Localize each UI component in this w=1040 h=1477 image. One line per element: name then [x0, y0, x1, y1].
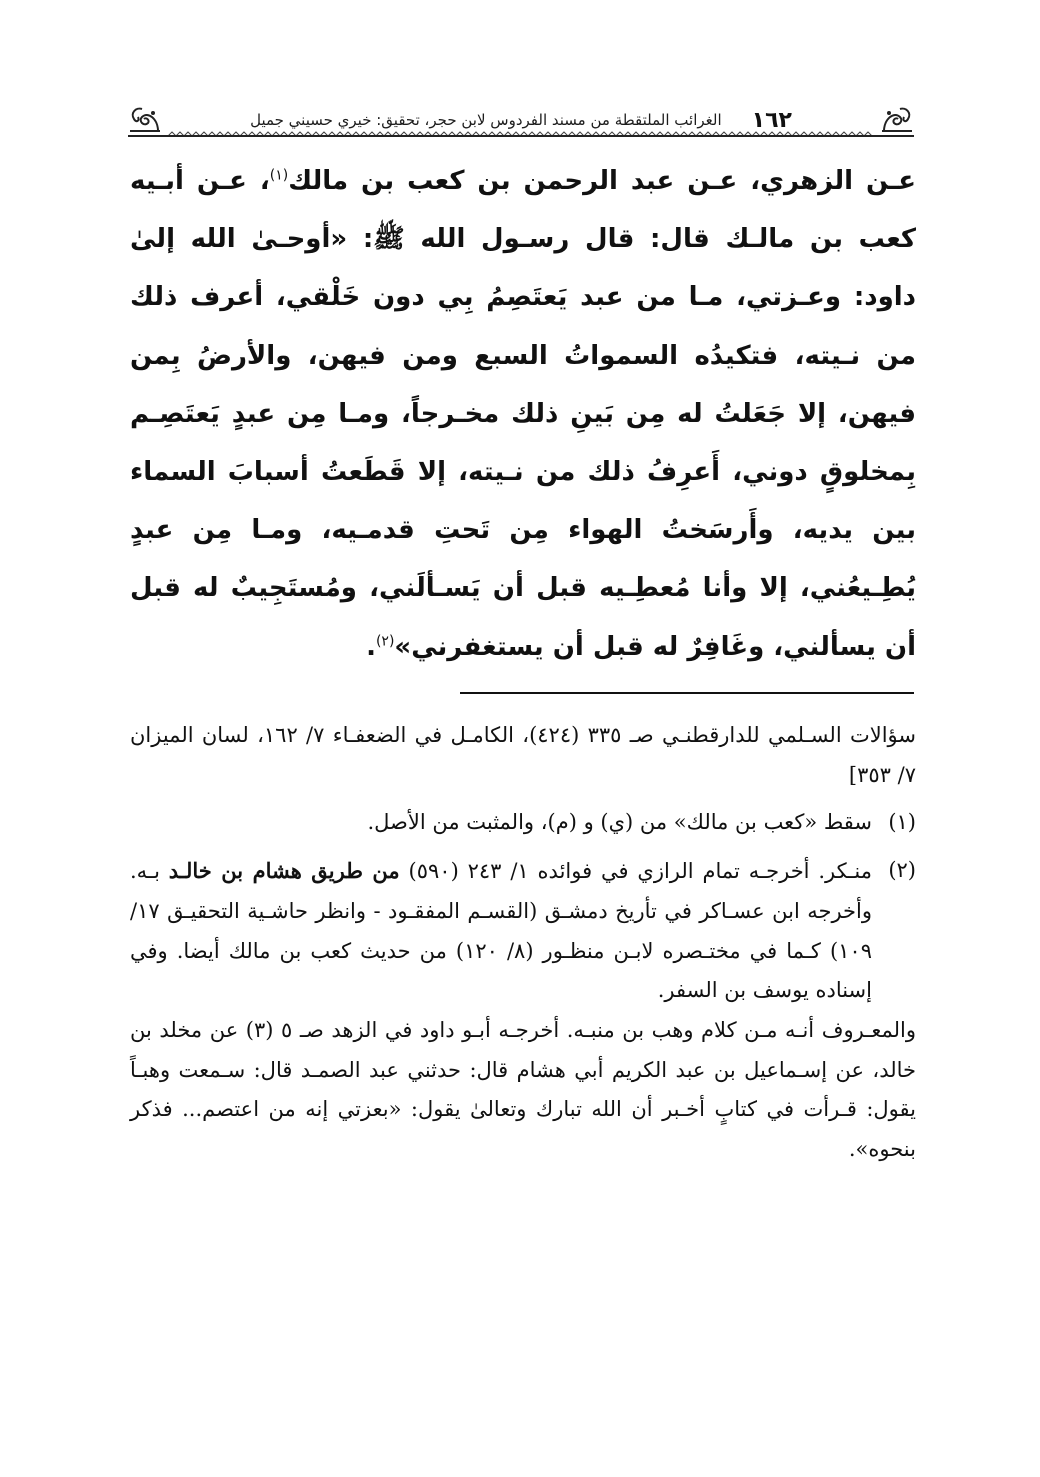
footnote-text — [130, 851, 872, 1011]
footnote-continuation: سؤالات السـلمي للدارقطنـي صـ ٣٣٥ (٤٢٤)، الكامـل في الضعفـاء ٧/ ١٦٢، لسان الميزان ٧/ ٣٥٣] — [130, 723, 916, 787]
hadith-paragraph — [130, 152, 916, 676]
main-text-part-1: عـن الزهري، عـن عبد الرحمن بن كعب بن مالك — [288, 166, 917, 196]
main-text-end: . — [366, 631, 376, 662]
footnote-1 — [130, 803, 916, 843]
footnotes-section — [130, 716, 916, 1170]
footnote-additional-note: والمعـروف أنـه مـن كلام وهب بن منبـه. أخرجـه أبـو داود في الزهد صـ ٥ (٣) عن مخلد بن خالد، عن إسـماعيل بن عبد الكريم أبي هشام قال: حدثني عبد الصمـد قال: سـمعت وهبـاً يقول: قـرأت في كتابٍ أخـبر أن الله تبارك وتعالىٰ يقول: «بعزتي إنه من اعتصم... فذكر بنحوه». — [130, 1017, 916, 1162]
main-text — [130, 152, 916, 676]
footnote-number: (١) — [888, 810, 916, 835]
footnote-ref-2: (٢) — [375, 632, 395, 649]
footnote-ref-1: (١) — [269, 167, 289, 184]
page-header — [128, 103, 914, 139]
footnote-text-b: بـه. وأخرجه ابن عسـاكر في تأريخ دمشـق (القسـم المفقـود - وانظر حاشـية التحقيـق ١٧/ ١٠٩) كـما في مختـصره لابـن منظـور (٨/ ١٢٠) من حديث كعب بن مالك أيضا. وفي إسناده يوسف بن السفر. — [130, 859, 872, 1003]
page-number: ١٦٢ — [751, 107, 792, 133]
footnote-number: (٢) — [888, 858, 916, 883]
footnote-2 — [130, 851, 916, 1011]
running-title: الغرائب الملتقطة من مسند الفردوس لابن حجر، تحقيق: خيري حسيني جميل — [250, 111, 722, 129]
header-rule — [128, 135, 914, 137]
footnote-text-a: منـكر. أخرجـه تمام الرازي في فوائده ١/ ٢٤٣ (٥٩٠) — [408, 859, 872, 884]
main-text-part-2: ، عـن أبـيه كعب بن مالـك قال: قال رسـول الله ﷺ: «أوحـىٰ الله إلىٰ داود: وعـزتي، مـا من عبد يَعتَصِمُ بِي دون خَلْقي، أعرف ذلك من نـيته، فتكيدُه السمواتُ السبع ومن فيهن، والأرضُ بِمن فيهن، إلا جَعَلتُ له مِن بَينِ ذلك مخـرجاً، ومـا مِن عبدٍ يَعتَصِـم بِمخلوقٍ دوني، أَعرِفُ ذلك من نـيته، إلا قَطَعتُ أسبابَ السماء بين يديه، وأَرسَختُ الهواء مِن تَحتِ قدمـيه، ومـا مِن عبدٍ يُطِـيعُني، إلا وأنا مُعطِـيه قبل أن يَسـألَني، ومُستَجِيبٌ له قبل أن يسألني، وغَافِرٌ له قبل أن يستغفرني» — [130, 166, 916, 662]
footnote-text-bold: من طريق هشام بن خالـد — [168, 858, 400, 884]
footnote-separator — [460, 692, 914, 694]
footnote-text: سقط «كعب بن مالك» من (ي) و (م)، والمثبت من الأصل. — [367, 810, 872, 835]
